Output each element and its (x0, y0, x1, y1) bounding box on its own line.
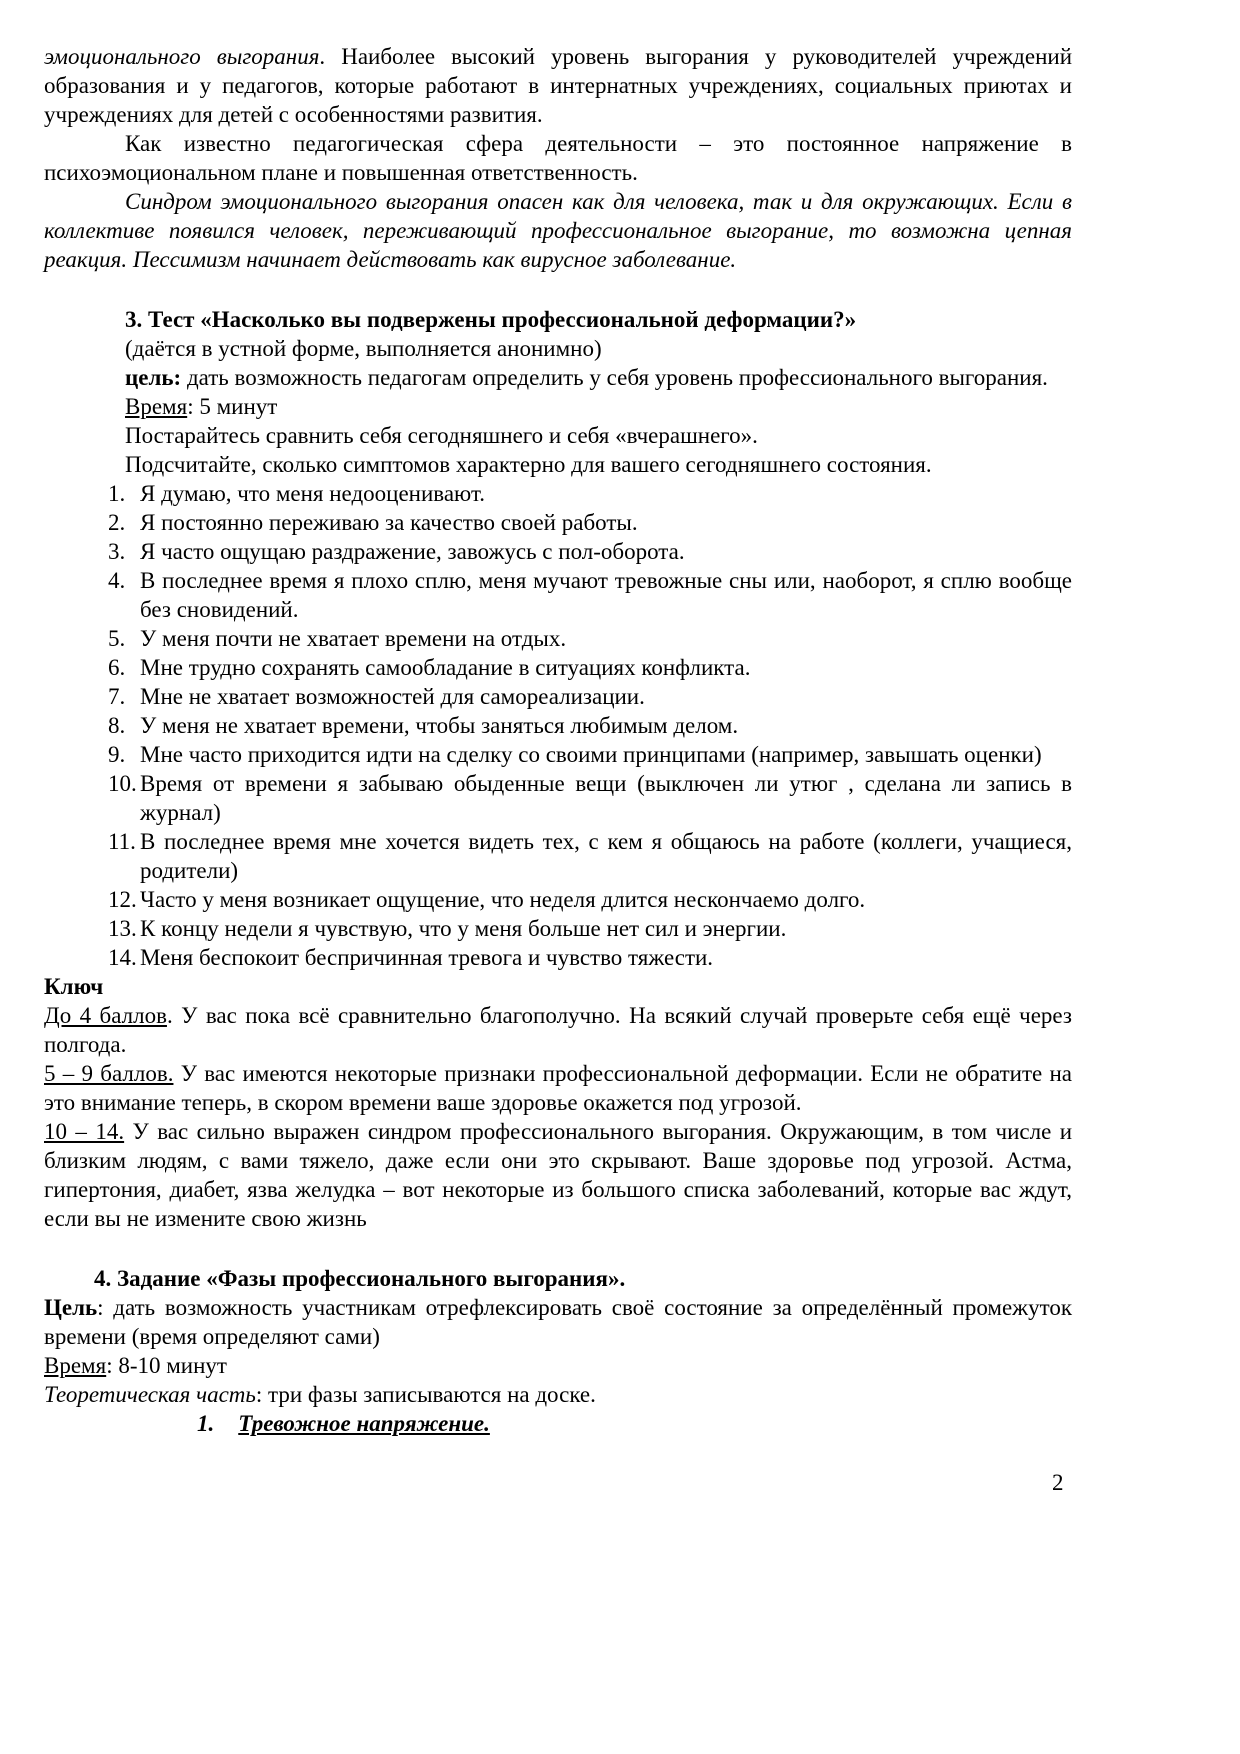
list-item-number: 13. (108, 916, 137, 941)
key-range-2-text: У вас имеются некоторые признаки профессиональной деформации. Если не обратите на это внимание теперь, в скором времени ваше здоровье окажется под угрозой. (44, 1061, 1072, 1115)
burnout-paragraph-rest: . Наиболее высокий уровень выгорания у руководителей учреждений образования и у педагогов, которые работают в интернатных учреждениях, социальных приютах и учреждениях для детей с особенностями развития. (44, 44, 1073, 127)
list-item-text: Время от времени я забываю обыденные вещи (выключен ли утюг , сделана ли запись в журнал) (140, 771, 1072, 825)
list-item (44, 943, 1072, 972)
list-item-text: Мне часто приходится идти на сделку со своими принципами (например, завышать оценки) (140, 742, 1042, 767)
list-item-text: Я думаю, что меня недооценивают. (140, 481, 486, 506)
task-goal-text: : дать возможность участникам отрефлексировать своё состояние за определённый промежуток времени (время определяют сами) (44, 1295, 1072, 1349)
list-item-number: 9. (108, 742, 126, 767)
symptom-list (44, 479, 1072, 972)
paragraph-syndrome-danger: Синдром эмоционального выгорания опасен как для человека, так и для окружающих. Если в коллективе появился человек, переживающий профессиональное выгорание, то возможна цепная реакция. Пессимизм начинает действовать как вирусное заболевание. (44, 189, 1072, 272)
paragraph-burnout-levels (44, 42, 1072, 129)
list-item (44, 508, 1072, 537)
list-item-number: 6. (108, 655, 126, 680)
list-item (44, 827, 1072, 885)
test-goal-text: дать возможность педагогам определить у себя уровень профессионального выгорания. (181, 365, 1048, 390)
key-range-3-text: У вас сильно выражен синдром профессионального выгорания. Окружающим, в том числе и близким людям, с вами тяжело, даже если они это скрывают. Ваше здоровье под угрозой. Астма, гипертония, диабет, язва желудка – вот некоторые из большого списка заболеваний, которые вас ждут, если вы не измените свою жизнь (44, 1119, 1073, 1231)
list-item-number: 1. (108, 481, 126, 506)
test-goal (44, 363, 1072, 392)
list-item (44, 682, 1072, 711)
key-range-1 (44, 1001, 1072, 1059)
phase-number: 1. (197, 1411, 215, 1436)
list-item-text: У меня почти не хватает времени на отдых. (140, 626, 567, 651)
task-goal (44, 1293, 1072, 1351)
blank-line (44, 1233, 1072, 1264)
key-range-2-label: 5 – 9 баллов. (44, 1061, 174, 1086)
paragraph-pedagogical-sphere: Как известно педагогическая сфера деятельности – это постоянное напряжение в психоэмоциональном плане и повышенная ответственность. (44, 131, 1072, 185)
test-time-label: Время (125, 394, 188, 419)
document-page-content (44, 42, 1072, 1438)
list-item-text: У меня не хватает времени, чтобы заняться любимым делом. (140, 713, 739, 738)
test-heading: 3. Тест «Насколько вы подвержены профессиональной деформации?» (125, 307, 857, 332)
list-item (44, 537, 1072, 566)
key-range-3-label: 10 – 14. (44, 1119, 125, 1144)
list-item (44, 479, 1072, 508)
list-item-text: Часто у меня возникает ощущение, что неделя длится нескончаемо долго. (140, 887, 866, 912)
test-mode-note: (даётся в устной форме, выполняется анонимно) (125, 336, 602, 361)
list-item-number: 3. (108, 539, 126, 564)
burnout-italic-phrase: эмоционального выгорания (44, 44, 320, 69)
task-theory-text: : три фазы записываются на доске. (255, 1382, 596, 1407)
key-range-1-text: . У вас пока всё сравнительно благополучно. На всякий случай проверьте себя ещё через полгода. (44, 1003, 1072, 1057)
list-item-text: Мне не хватает возможностей для самореализации. (140, 684, 645, 709)
task-theory-label: Теоретическая часть (44, 1382, 256, 1407)
list-item (44, 914, 1072, 943)
list-item-text: Меня беспокоит беспричинная тревога и чувство тяжести. (140, 945, 714, 970)
list-item (44, 885, 1072, 914)
list-item-number: 14. (108, 945, 137, 970)
test-instruction-1: Постарайтесь сравнить себя сегодняшнего и себя «вчерашнего». (125, 423, 758, 448)
list-item-text: Мне трудно сохранять самообладание в ситуациях конфликта. (140, 655, 751, 680)
list-item-number: 7. (108, 684, 126, 709)
phase-text: Тревожное напряжение. (238, 1411, 490, 1436)
task-time-text: : 8-10 минут (106, 1353, 227, 1378)
list-item-text: Я часто ощущаю раздражение, завожусь с пол-оборота. (140, 539, 685, 564)
page-number: 2 (1052, 1470, 1064, 1495)
list-item (44, 653, 1072, 682)
list-item-text: В последнее время мне хочется видеть тех, с кем я общаюсь на работе (коллеги, учащиеся, родители) (140, 829, 1072, 883)
list-item (44, 769, 1072, 827)
test-instruction-2: Подсчитайте, сколько симптомов характерно для вашего сегодняшнего состояния. (125, 452, 932, 477)
list-item-number: 5. (108, 626, 126, 651)
task-goal-label: Цель (44, 1295, 98, 1320)
list-item (44, 624, 1072, 653)
key-range-3 (44, 1117, 1072, 1233)
list-item (44, 740, 1072, 769)
list-item-text: В последнее время я плохо сплю, меня мучают тревожные сны или, наоборот, я сплю вообще без сновидений. (140, 568, 1072, 622)
list-item-number: 2. (108, 510, 126, 535)
task-theory (44, 1380, 1072, 1409)
task-time-label: Время (44, 1353, 107, 1378)
test-time-text: : 5 минут (187, 394, 278, 419)
test-time (44, 392, 1072, 421)
list-item-number: 8. (108, 713, 126, 738)
list-item-number: 10. (108, 771, 137, 796)
phase-item (44, 1409, 1072, 1438)
test-goal-label: цель: (125, 365, 182, 390)
task-time (44, 1351, 1072, 1380)
list-item-text: К концу недели я чувствую, что у меня больше нет сил и энергии. (140, 916, 787, 941)
list-item-number: 12. (108, 887, 137, 912)
blank-line (44, 274, 1072, 305)
list-item (44, 566, 1072, 624)
key-range-1-label: До 4 баллов (44, 1003, 167, 1028)
list-item-text: Я постоянно переживаю за качество своей работы. (140, 510, 638, 535)
key-range-2 (44, 1059, 1072, 1117)
task-heading: 4. Задание «Фазы профессионального выгорания». (94, 1266, 626, 1291)
list-item-number: 11. (108, 829, 136, 854)
key-heading: Ключ (44, 974, 104, 999)
list-item (44, 711, 1072, 740)
list-item-number: 4. (108, 568, 126, 593)
